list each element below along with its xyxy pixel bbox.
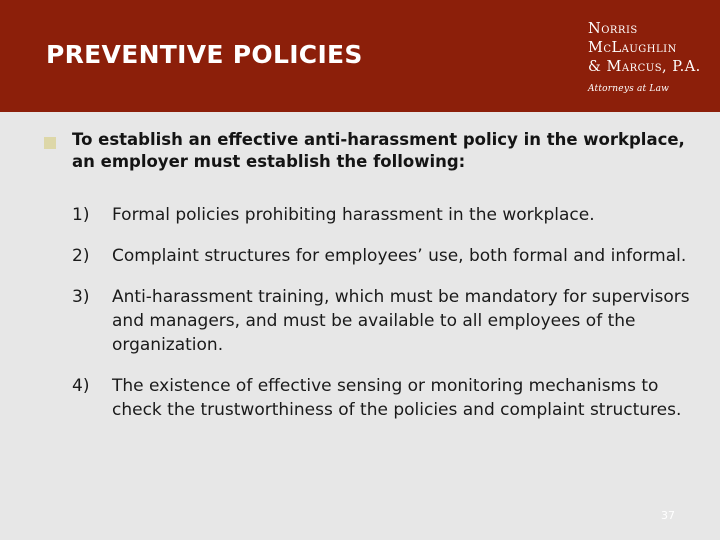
list-item xyxy=(72,285,692,357)
item-number: 3) xyxy=(72,287,90,307)
item-text: The existence of effective sensing or monitoring mechanisms to check the trustworthiness of the policies and complaint structures. xyxy=(112,376,682,420)
item-number: 1) xyxy=(72,205,90,225)
list-item xyxy=(72,374,692,422)
logo-line-3: & Marcus, P.A. xyxy=(588,59,701,75)
page-number: 37 xyxy=(661,509,675,522)
item-number: 4) xyxy=(72,376,90,396)
item-number: 2) xyxy=(72,246,90,266)
lead-paragraph: To establish an effective anti-harassment policy in the workplace, an employer must establish the following: xyxy=(72,130,685,171)
square-bullet-icon xyxy=(44,137,56,149)
item-text: Formal policies prohibiting harassment in the workplace. xyxy=(112,205,595,225)
firm-logo xyxy=(588,20,701,94)
logo-tagline: Attorneys at Law xyxy=(588,84,670,94)
logo-line-2: McLaughlin xyxy=(588,40,677,56)
item-text: Complaint structures for employees’ use, both formal and informal. xyxy=(112,246,687,266)
slide-title: PREVENTIVE POLICIES xyxy=(46,40,363,69)
item-text: Anti-harassment training, which must be mandatory for supervisors and managers, and must be available to all employees of the organization. xyxy=(112,287,690,355)
logo-line-1: Norris xyxy=(588,21,638,37)
list-item xyxy=(72,203,692,227)
list-item xyxy=(72,244,692,268)
requirements-list xyxy=(72,203,692,439)
header-band xyxy=(0,0,720,112)
